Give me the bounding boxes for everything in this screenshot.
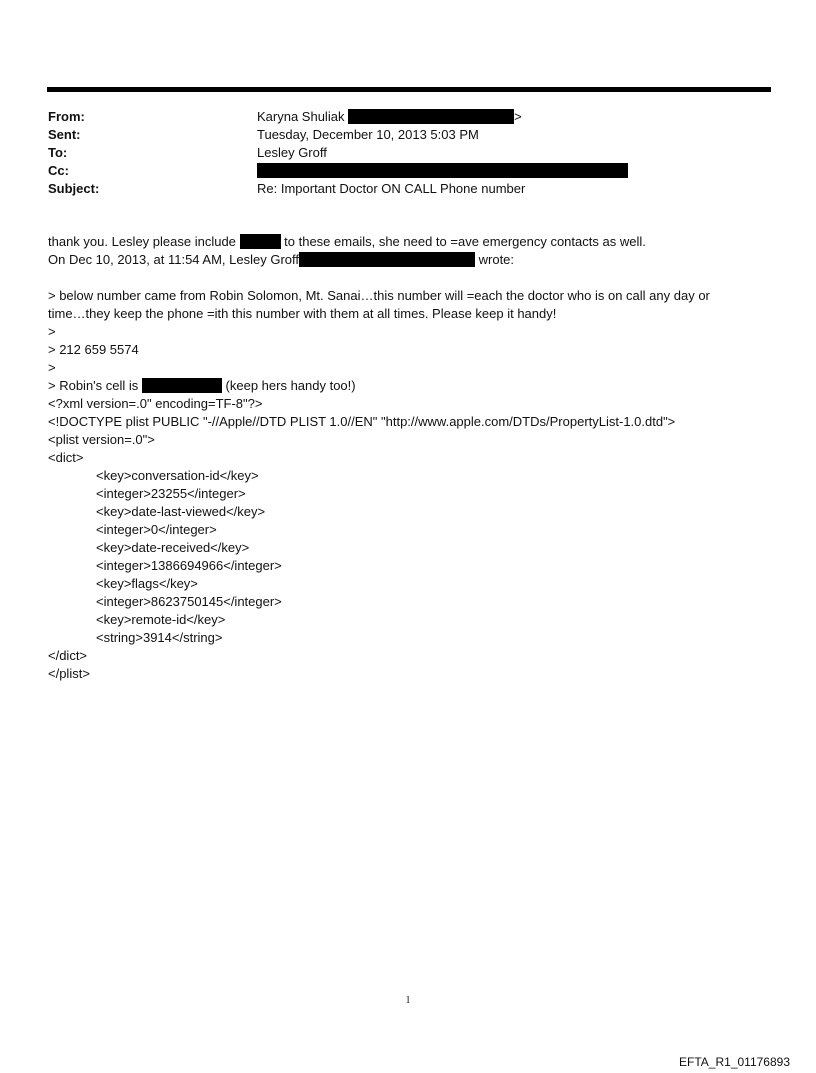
plist-line: <key>remote-id</key> (96, 612, 226, 627)
document-id: EFTA_R1_01176893 (679, 1055, 790, 1069)
sent-row (48, 126, 768, 144)
plist-line: <integer>8623750145</integer> (96, 594, 282, 609)
quoted-line: > (48, 324, 56, 339)
to-label: To: (48, 145, 68, 160)
cc-value (257, 162, 628, 180)
subject-row (48, 180, 768, 198)
subject-label: Subject: (48, 181, 100, 196)
plist-line: <string>3914</string> (96, 630, 223, 645)
message-text: On Dec 10, 2013, at 11:54 AM, Lesley Groff (48, 252, 299, 267)
redaction-box (240, 234, 281, 249)
quoted-message (48, 287, 788, 395)
from-suffix: > (514, 109, 522, 124)
quoted-line: > 212 659 5574 (48, 342, 139, 357)
quoted-line: > below number came from Robin Solomon, Mt. Sanai…this number will =each the doctor who is on call any day or (48, 288, 710, 303)
plist-line: <integer>1386694966</integer> (96, 558, 282, 573)
plist-line: <key>flags</key> (96, 576, 198, 591)
plist-line: <key>date-last-viewed</key> (96, 504, 266, 519)
plist-line: </plist> (48, 666, 90, 681)
plist-line: <key>date-received</key> (96, 540, 250, 555)
plist-line: <key>conversation-id</key> (96, 468, 259, 483)
to-value: Lesley Groff (257, 145, 327, 160)
quoted-line (48, 377, 788, 395)
redaction-box (299, 252, 475, 267)
message-line (48, 251, 788, 269)
plist-line: <dict> (48, 450, 84, 465)
plist-line: <!DOCTYPE plist PUBLIC "-//Apple//DTD PLIST 1.0//EN" "http://www.apple.com/DTDs/PropertyList-1.0.dtd"> (48, 414, 676, 429)
page-number: 1 (405, 995, 411, 1006)
message-text: to these emails, she need to =ave emergency contacts as well. (284, 234, 646, 249)
redaction-box (348, 109, 514, 124)
sent-value: Tuesday, December 10, 2013 5:03 PM (257, 127, 479, 142)
email-header (48, 108, 768, 198)
header-divider-rule (47, 87, 771, 92)
message-line (48, 233, 788, 251)
sent-label: Sent: (48, 127, 81, 142)
plist-line: <plist version=.0"> (48, 432, 155, 447)
quoted-text: > Robin's cell is (48, 378, 139, 393)
to-row (48, 144, 768, 162)
quoted-line: time…they keep the phone =ith this number with them at all times. Please keep it handy! (48, 306, 557, 321)
from-label: From: (48, 109, 85, 124)
plist-line: <integer>0</integer> (96, 522, 217, 537)
message-text: thank you. Lesley please include (48, 234, 236, 249)
from-row (48, 108, 768, 126)
plist-line: </dict> (48, 648, 88, 663)
plist-block (48, 395, 788, 683)
message-text: wrote: (478, 252, 515, 267)
cc-row (48, 162, 768, 180)
subject-value: Re: Important Doctor ON CALL Phone number (257, 181, 526, 196)
quoted-line: > (48, 360, 56, 375)
from-value (257, 108, 522, 126)
redaction-box (257, 163, 628, 178)
redaction-box (142, 378, 222, 393)
from-name: Karyna Shuliak (257, 109, 345, 124)
message-body (48, 233, 788, 269)
quoted-text: (keep hers handy too!) (225, 378, 356, 393)
cc-label: Cc: (48, 163, 69, 178)
plist-line: <?xml version=.0" encoding=TF-8"?> (48, 396, 263, 411)
plist-line: <integer>23255</integer> (96, 486, 246, 501)
